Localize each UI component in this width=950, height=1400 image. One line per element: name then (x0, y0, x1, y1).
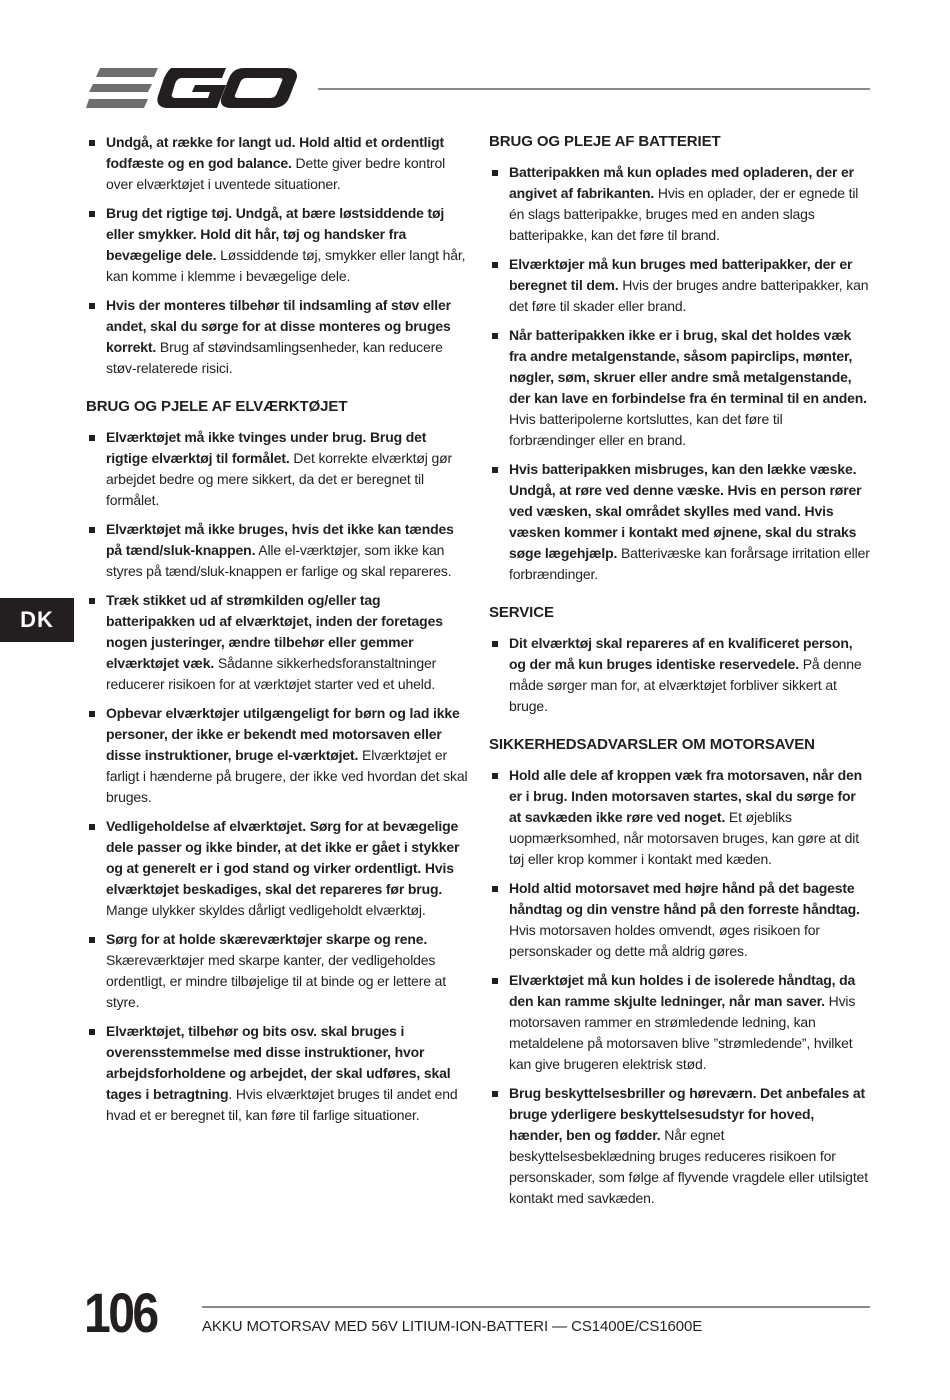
list-item: Elværktøjet må kun holdes i de isolerede håndtag, da den kan ramme skjulte ledninger, når man saver. Hvis motorsaven rammer en strømledende ledning, kan metaldelene på motorsaven blive ”strømledende”, hvilket kan give brugeren elektrisk stød. (489, 970, 871, 1075)
square-bullet-icon (89, 303, 95, 309)
page-number: 106 (84, 1281, 157, 1344)
square-bullet-icon (89, 527, 95, 533)
list-item: Batteripakken må kun oplades med opladeren, der er angivet af fabrikanten. Hvis en oplader, der er egnede til én slags batteripakke, bruges med en anden slags batteripakke, kan det føre til brand. (489, 162, 871, 246)
list-item: Elværktøjer må kun bruges med batteripakker, der er beregnet til dem. Hvis der bruges andre batteripakker, kan det føre til skader eller brand. (489, 254, 871, 317)
ego-logo (86, 64, 298, 112)
square-bullet-icon (492, 467, 498, 473)
list-item: Elværktøjet må ikke tvinges under brug. Brug det rigtige elværktøj til formålet. Det korrekte elværktøj gør arbejdet bedre og mere sikkert, da det er beregnet til formålet. (86, 427, 468, 511)
list-item: Vedligeholdelse af elværktøjet. Sørg for at bevægelige dele passer og ikke binder, at det ikke er gået i stykker og at generelt er i god stand og virker ordentligt. Hvis elværktøjet beskadiges, skal det repareres før brug. Mange ulykker skyldes dårligt vedligeholdt elværktøj. (86, 816, 468, 921)
list-item: Hold alle dele af kroppen væk fra motorsaven, når den er i brug. Inden motorsaven startes, skal du sørge for at savkæden ikke røre ved noget. Et øjebliks uopmærksomhed, når motorsaven bruges, kan gøre at dit tøj eller krop kommer i kontakt med kæden. (489, 765, 871, 870)
list-item: Elværktøjet må ikke bruges, hvis det ikke kan tændes på tænd/sluk-knappen. Alle el-værktøjer, som ikke kan styres på tænd/sluk-knappen er farlige og skal repareres. (86, 519, 468, 582)
left-column (86, 132, 468, 1134)
right-column (489, 132, 871, 1217)
list-item: Når batteripakken ikke er i brug, skal det holdes væk fra andre metalgenstande, såsom papirclips, mønter, nøgler, søm, skruer eller andre små metalgenstande, der kan lave en forbindelse fra én terminal til en anden. Hvis batteripolerne kortsluttes, kan det føre til forbrændinger eller en brand. (489, 325, 871, 451)
list-item: Opbevar elværktøjer utilgængeligt for børn og lad ikke personer, der ikke er bekendt med motorsaven eller disse instruktioner, bruge el-værktøjet. Elværktøjet er farligt i hænderne på brugere, der ikke ved hvordan det skal bruges. (86, 703, 468, 808)
language-tab: DK (0, 598, 74, 642)
section-title: SERVICE (489, 604, 554, 621)
section-title: BRUG OG PJELE AF ELVÆRKTØJET (86, 398, 348, 415)
square-bullet-icon (492, 773, 498, 779)
footer-rule (202, 1306, 870, 1308)
header-rule (318, 88, 870, 90)
list-item: Hold altid motorsavet med højre hånd på det bageste håndtag og din venstre hånd på den forreste håndtag. Hvis motorsaven holdes omvendt, øges risikoen for personskader og dette må aldrig gøres. (489, 878, 871, 962)
list-item: Elværktøjet, tilbehør og bits osv. skal bruges i overensstemmelse med disse instruktioner, hvor arbejdsforholdene og arbejdet, der skal udføres, skal tages i betragtning. Hvis elværktøjet bruges til andet end hvad et er beregnet til, kan føre til farlige situationer. (86, 1021, 468, 1126)
section-title: BRUG OG PLEJE AF BATTERIET (489, 133, 721, 150)
square-bullet-icon (492, 1091, 498, 1097)
square-bullet-icon (492, 333, 498, 339)
list-item: Hvis batteripakken misbruges, kan den lække væske. Undgå, at røre ved denne væske. Hvis en person rører ved væsken, skal området skylles med vand. Hvis væsken kommer i kontakt med øjnene, skal du straks søge lægehjælp. Batterivæske kan forårsage irritation eller forbrændinger. (489, 459, 871, 585)
list-item: Brug det rigtige tøj. Undgå, at bære løstsiddende tøj eller smykker. Hold dit hår, tøj og handsker fra bevægelige dele. Løssiddende tøj, smykker eller langt hår, kan komme i klemme i bevægelige dele. (86, 203, 468, 287)
square-bullet-icon (89, 435, 95, 441)
square-bullet-icon (492, 262, 498, 268)
list-item: Undgå, at række for langt ud. Hold altid et ordentligt fodfæste og en god balance. Dette giver bedre kontrol over elværktøjet i uventede situationer. (86, 132, 468, 195)
square-bullet-icon (89, 711, 95, 717)
list-item: Dit elværktøj skal repareres af en kvalificeret person, og der må kun bruges identiske reservedele. På denne måde sørger man for, at elværktøjet forbliver sikkert at bruge. (489, 633, 871, 717)
list-item: Brug beskyttelsesbriller og høreværn. Det anbefales at bruge yderligere beskyttelsesudstyr for hoved, hænder, ben og fødder. Når egnet beskyttelsesbeklædning bruges reduceres risikoen for personskader, som følge af flyvende vragdele eller utilsigtet kontakt med savkæden. (489, 1083, 871, 1209)
square-bullet-icon (89, 598, 95, 604)
square-bullet-icon (89, 211, 95, 217)
square-bullet-icon (89, 140, 95, 146)
section-title: SIKKERHEDSADVARSLER OM MOTORSAVEN (489, 736, 815, 753)
ego-logo-graphic (86, 64, 298, 112)
square-bullet-icon (492, 886, 498, 892)
square-bullet-icon (492, 641, 498, 647)
square-bullet-icon (492, 170, 498, 176)
square-bullet-icon (492, 978, 498, 984)
square-bullet-icon (89, 1029, 95, 1035)
list-item: Sørg for at holde skæreværktøjer skarpe og rene. Skæreværktøjer med skarpe kanter, der vedligeholdes ordentligt, er mindre tilbøjelige til at binde og er lettere at styre. (86, 929, 468, 1013)
list-item: Træk stikket ud af strømkilden og/eller tag batteripakken ud af elværktøjet, inden der foretages nogen justeringer, ændre tilbehør eller gemmer elværktøjet væk. Sådanne sikkerhedsforanstaltninger reducerer risikoen for at værktøjet starter ved et uheld. (86, 590, 468, 695)
square-bullet-icon (89, 937, 95, 943)
list-item: Hvis der monteres tilbehør til indsamling af støv eller andet, skal du sørge for at disse monteres og bruges korrekt. Brug af støvindsamlingsenheder, kan reducere støv-relaterede risici. (86, 295, 468, 379)
footer-title: AKKU MOTORSAV MED 56V LITIUM-ION-BATTERI — CS1400E/CS1600E (202, 1318, 703, 1335)
square-bullet-icon (89, 824, 95, 830)
